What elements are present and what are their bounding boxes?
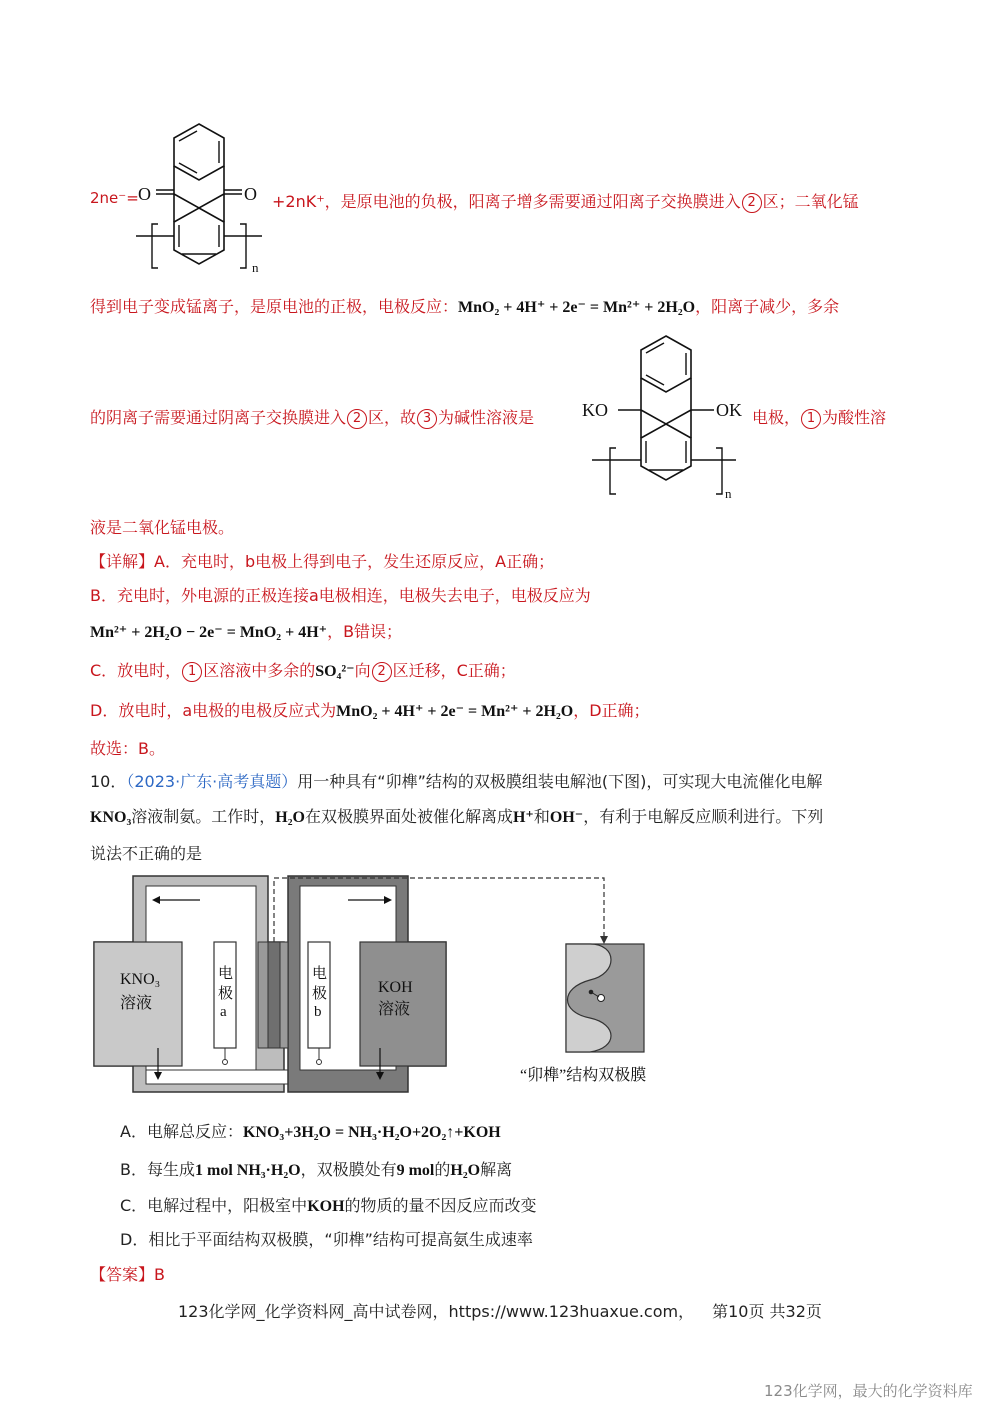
question10-text2b: 在双极膜界面处被催化解离成 <box>304 807 513 826</box>
question-number: 10． <box>90 772 127 791</box>
zone-2-marker: 2 <box>372 662 392 682</box>
option-B-tail: 解离 <box>480 1160 513 1179</box>
zone-2-marker: 2 <box>347 409 367 429</box>
detail-D-tail: ，D正确； <box>573 701 650 720</box>
detail-B-line1: B．充电时，外电源的正极连接a电极相连，电极失去电子，电极反应为 <box>90 586 591 605</box>
detail-label: 【详解】 <box>90 552 155 571</box>
para1-suffix: +2nK⁺，是原电池的负极，阳离子增多需要通过阳离子交换膜进入 <box>272 192 741 211</box>
answer-label: 【答案】 <box>90 1265 155 1284</box>
page-number: 第10页 共32页 <box>712 1302 822 1321</box>
watermark: 123化学网，最大的化学资料库 <box>764 1382 973 1400</box>
detail-C <box>90 658 516 682</box>
electrode-a-label-1: 电 <box>218 966 234 982</box>
question10-text1: 用一种具有“卯榫”结构的双极膜组装电解池(下图)，可实现大电流催化电解 <box>297 772 823 791</box>
para3-right <box>752 405 886 429</box>
answer-value: B <box>154 1265 165 1284</box>
para3-after: 电极， <box>752 408 801 427</box>
electrode-b-label-2: 极 <box>312 986 328 1002</box>
electrode-a-label-3: a <box>220 1004 227 1020</box>
question10-text2c: ，有利于电解反应顺利进行。下列 <box>583 807 824 826</box>
zone-2-marker: 2 <box>742 193 762 213</box>
conclusion: 故选：B。 <box>90 739 165 758</box>
question-source-link[interactable]: （2023·广东·高考真题） <box>126 772 298 791</box>
oxygen-left: O <box>138 184 151 204</box>
detail-C-mid2: 向 <box>354 661 371 680</box>
option-B-mid2: 的 <box>434 1160 451 1179</box>
bipolar-membrane-left <box>258 942 268 1048</box>
detail-A-text: A．充电时，b电极上得到电子，发生还原反应，A正确； <box>154 552 555 571</box>
option-B <box>120 1157 512 1180</box>
option-B-formula-1: 1 mol NH₃·H₂O <box>194 1162 301 1179</box>
footer-link[interactable]: 123化学网_化学资料网_高中试卷网，https://www.123huaxue.com， <box>178 1302 695 1321</box>
para3-mid2: 为碱性溶液是 <box>438 408 535 427</box>
option-C-formula: KOH <box>307 1198 345 1215</box>
para3-tail: 为酸性溶 <box>822 408 887 427</box>
para3-mid: 区，故 <box>368 408 417 427</box>
detail-D <box>90 698 650 721</box>
ok-label: OK <box>716 400 742 420</box>
cathode-equation: MnO₂ + 4H⁺ + 2e⁻ = Mn²⁺ + 2H₂O <box>458 299 696 316</box>
oxygen-right: O <box>244 184 257 204</box>
detail-D-pre: D．放电时，a电极的电极反应式为 <box>90 701 337 720</box>
detail-A <box>90 549 554 572</box>
para1-text <box>272 189 859 213</box>
option-C-tail: 的物质的量不因反应而改变 <box>344 1196 537 1215</box>
kno3-formula: KNO₃ <box>90 809 132 826</box>
option-B-mid: ，双极膜处有 <box>300 1160 397 1179</box>
electrolysis-cell-diagram <box>90 872 690 1097</box>
detail-B-tail: ，B错误； <box>327 622 403 641</box>
repeat-n: n <box>252 260 259 275</box>
detail-C-pre: C．放电时， <box>90 661 182 680</box>
option-A-pre: A．电解总反应： <box>120 1122 243 1141</box>
left-solution-word: 溶液 <box>120 995 153 1012</box>
question10-line2 <box>90 804 823 827</box>
zone-3-marker: 3 <box>417 409 437 429</box>
right-solution-formula: KOH <box>378 979 413 996</box>
option-B-formula-2: 9 mol <box>396 1162 435 1179</box>
anthracenediol-potassium-polymer-structure <box>578 330 754 500</box>
option-B-pre: B．每生成 <box>120 1160 195 1179</box>
zone-1-marker: 1 <box>182 662 202 682</box>
total-reaction-equation: KNO₃+3H₂O = NH₃·H₂O+2O₂↑+KOH <box>242 1124 501 1141</box>
question10-text2a: 溶液制氨。工作时， <box>131 807 276 826</box>
membrane-caption: “卯榫”结构双极膜 <box>520 1067 647 1084</box>
electrode-b-label-3: b <box>314 1004 322 1020</box>
option-D: D．相比于平面结构双极膜，“卯榫”结构可提高氨生成速率 <box>120 1230 533 1249</box>
repeat-n: n <box>725 486 732 500</box>
ohminus-formula: OH⁻ <box>549 809 584 826</box>
detail-C-tail: 区迁移，C正确； <box>392 661 516 680</box>
detail-C-mid: 区溶液中多余的 <box>203 661 316 680</box>
discharge-equation: MnO₂ + 4H⁺ + 2e⁻ = Mn²⁺ + 2H₂O <box>336 703 574 720</box>
answer <box>90 1262 165 1285</box>
anthraquinone-polymer-structure <box>128 118 270 278</box>
electrode-a-label-2: 极 <box>218 986 234 1002</box>
bipolar-membrane-right <box>268 942 280 1048</box>
para2 <box>90 294 839 317</box>
para3-left <box>90 405 534 429</box>
left-solution-formula: KNO₃ <box>120 971 161 988</box>
zone-1-marker: 1 <box>801 409 821 429</box>
anode-equation: Mn²⁺ + 2H₂O − 2e⁻ = MnO₂ + 4H⁺ <box>90 624 328 641</box>
para2-text: 得到电子变成锰离子，是原电池的正极，电极反应： <box>90 297 459 316</box>
para4: 液是二氧化锰电极。 <box>90 518 235 537</box>
h2o-formula: H₂O <box>275 809 305 826</box>
option-A <box>120 1119 501 1142</box>
hplus-formula: H⁺ <box>512 809 534 826</box>
para2-tail: ，阳离子减少，多余 <box>695 297 840 316</box>
detail-B-line2 <box>90 619 402 642</box>
para1-prefix: 2ne⁻= <box>90 189 139 207</box>
ko-label: KO <box>582 400 608 420</box>
right-solution-word: 溶液 <box>378 1001 411 1018</box>
option-B-formula-3: H₂O <box>450 1162 481 1179</box>
para3-text: 的阴离子需要通过阴离子交换膜进入 <box>90 408 347 427</box>
electrode-b-label-1: 电 <box>312 966 328 982</box>
para1-tail: 区；二氧化锰 <box>762 192 859 211</box>
option-C-pre: C．电解过程中，阳极室中 <box>120 1196 308 1215</box>
option-C <box>120 1193 537 1216</box>
question10-line1 <box>90 769 822 792</box>
page-footer <box>178 1299 822 1322</box>
sulfate-formula: SO₄²⁻ <box>315 663 355 680</box>
question10-line3: 说法不正确的是 <box>90 844 203 863</box>
question10-and: 和 <box>533 807 550 826</box>
